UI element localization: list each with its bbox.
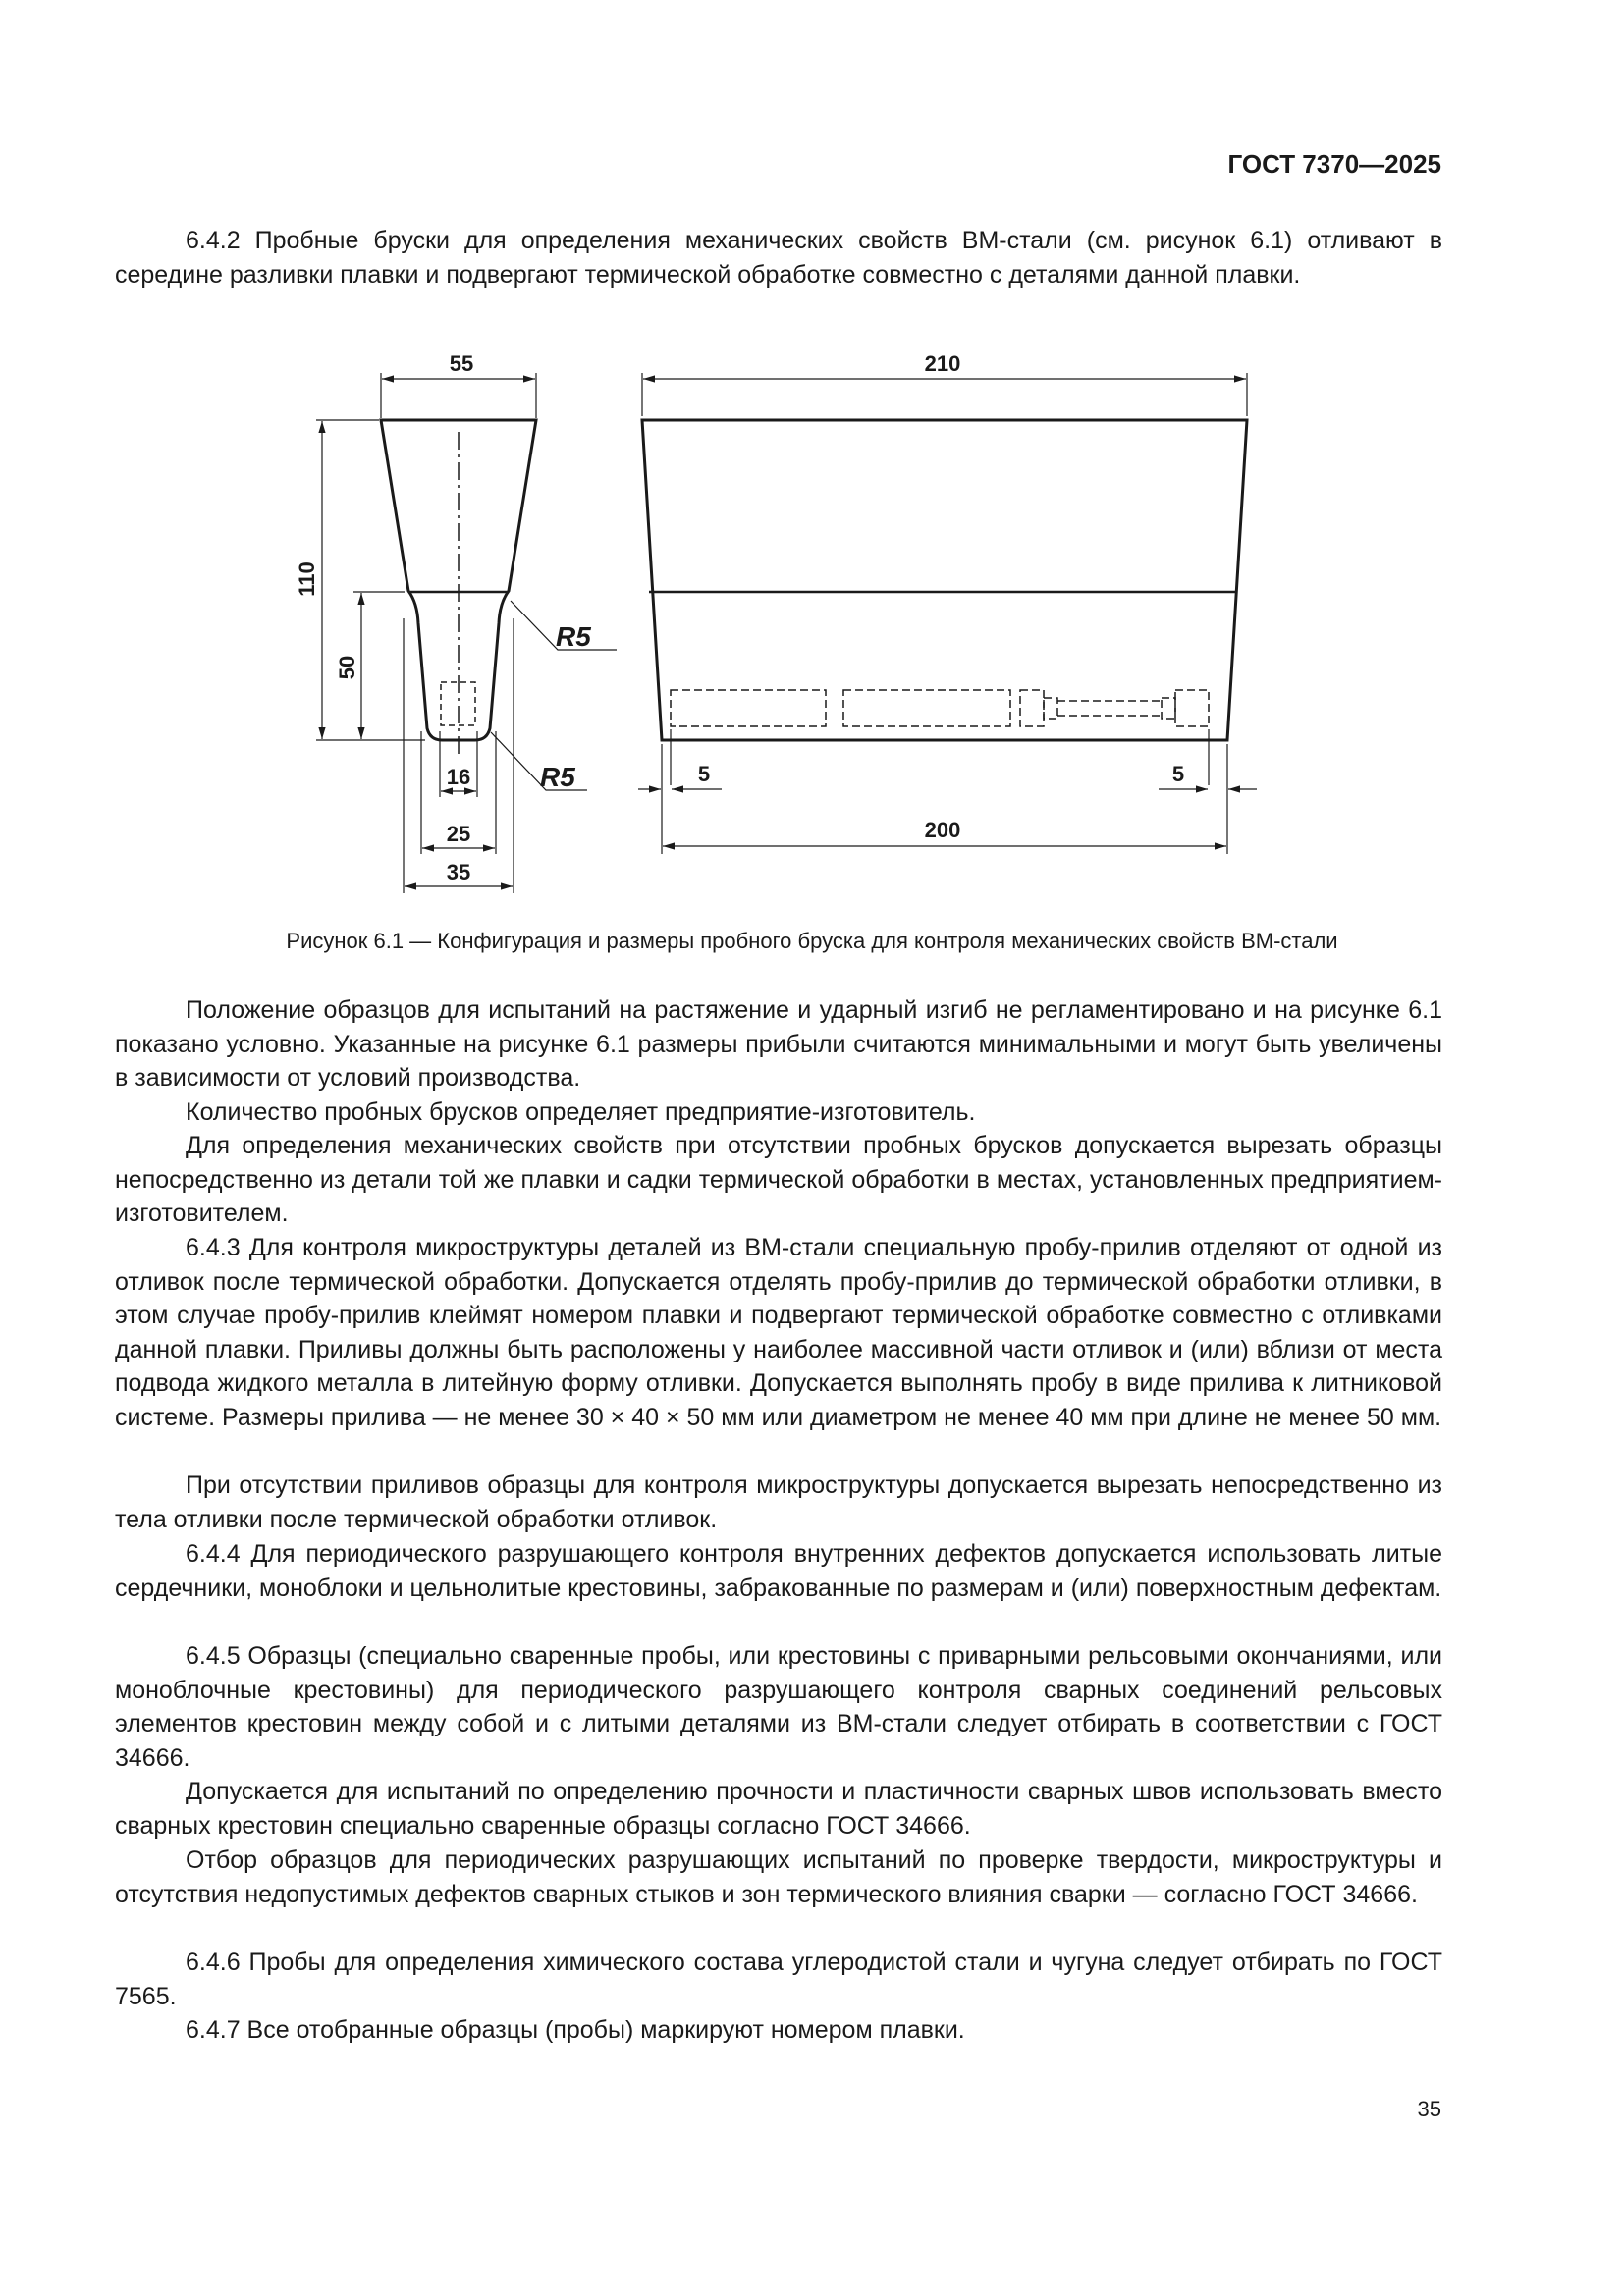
figure-6-1-drawing [0, 344, 1624, 913]
paragraph-sample-selection: Отбор образцов для периодических разрушающих испытаний по проверке твердости, микроструктуры и отсутствия недопустимых дефектов сварных стыков и зон термического влияния сварки — согласно ГОСТ 34666. [115, 1846, 1442, 1908]
paragraph-weld-tests: Допускается для испытаний по определению прочности и пластичности сварных швов использовать вместо сварных крестовин специально сваренные образцы согласно ГОСТ 34666. [115, 1778, 1442, 1840]
paragraph-cut-specimens: Для определения механических свойств при отсутствии пробных брусков допускается вырезать образцы непосредственно из детали той же плавки и садки термической обработки в местах, установленных предприятием-изготовителем. [115, 1132, 1442, 1228]
test-bar-drawing [0, 344, 1624, 913]
dim-offset-left: 5 [697, 762, 711, 786]
dim-width-25: 25 [446, 822, 471, 846]
document-code-header: ГОСТ 7370—2025 [1227, 149, 1441, 179]
bar-longitudinal-outline [642, 420, 1247, 740]
specimen-positions [671, 690, 1209, 726]
paragraph-bar-count: Количество пробных брусков определяет предприятие-изготовитель. [186, 1098, 976, 1126]
dim-radius-lower: R5 [540, 762, 575, 792]
dim-radius-upper: R5 [556, 621, 591, 652]
paragraph-6-4-6: 6.4.6 Пробы для определения химического состава углеродистой стали и чугуна следует отбирать по ГОСТ 7565. [115, 1949, 1442, 2010]
dim-top-width: 55 [449, 351, 474, 376]
dim-inner-16: 16 [446, 765, 471, 789]
paragraph-no-tide: При отсутствии приливов образцы для контроля микроструктуры допускается вырезать непосредственно из тела отливки после термической обработки отливок. [115, 1471, 1442, 1533]
page-number: 35 [1417, 2097, 1441, 2121]
paragraph-6-4-7: 6.4.7 Все отобранные образцы (пробы) маркируют номером плавки. [186, 2016, 965, 2044]
dim-offset-right: 5 [1171, 762, 1185, 786]
dim-height-total: 110 [295, 561, 319, 597]
paragraph-6-4-3: 6.4.3 Для контроля микроструктуры деталей из ВМ-стали специальную пробу-прилив отделяют от одной из отливок после термической обработки. Допускается отделять пробу-прилив до термической обработки отливки, в этом случае пробу-прилив клеймят номером плавки и подвергают термической обработке совместно с отливками данной плавки. Приливы должны быть расположены у наиболее массивной части отливок и (или) вблизи от места подвода жидкого металла в литейную форму отливки. Допускается выполнять пробу в виде прилива к литниковой системе. Размеры прилива — не менее 30 × 40 × 50 мм или диаметром не менее 40 мм при длине не менее 50 мм. [115, 1234, 1442, 1431]
paragraph-specimen-position: Положение образцов для испытаний на растяжение и ударный изгиб не регламентировано и на рисунке 6.1 показано условно. Указанные на рисунке 6.1 размеры прибыли считаются минимальными и могут быть увеличены в зависимости от условий производства. [115, 996, 1442, 1093]
paragraph-6-4-4: 6.4.4 Для периодического разрушающего контроля внутренних дефектов допускается использовать литые сердечники, моноблоки и цельнолитые крестовины, забракованные по размерам и (или) поверхностным дефектам. [115, 1540, 1442, 1602]
dim-width-35: 35 [446, 860, 471, 884]
figure-caption: Рисунок 6.1 — Конфигурация и размеры пробного бруска для контроля механических свойств ВМ-стали [286, 929, 1338, 953]
paragraph-6-4-5: 6.4.5 Образцы (специально сваренные пробы, или крестовины с приварными рельсовыми окончаниями, или моноблочные крестовины) для периодического разрушающего контроля сварных соединений рельсовых элементов крестовин между собой и с литыми деталями из ВМ-стали следует отбирать в соответствии с ГОСТ 34666. [115, 1642, 1442, 1772]
dim-length-bottom: 200 [924, 818, 961, 842]
dim-height-lower: 50 [335, 655, 359, 680]
paragraph-6-4-2: 6.4.2 Пробные бруски для определения механических свойств ВМ-стали (см. рисунок 6.1) отливают в середине разливки плавки и подвергают термической обработке совместно с деталями данной плавки. [115, 227, 1442, 289]
dim-length-top: 210 [924, 351, 961, 376]
